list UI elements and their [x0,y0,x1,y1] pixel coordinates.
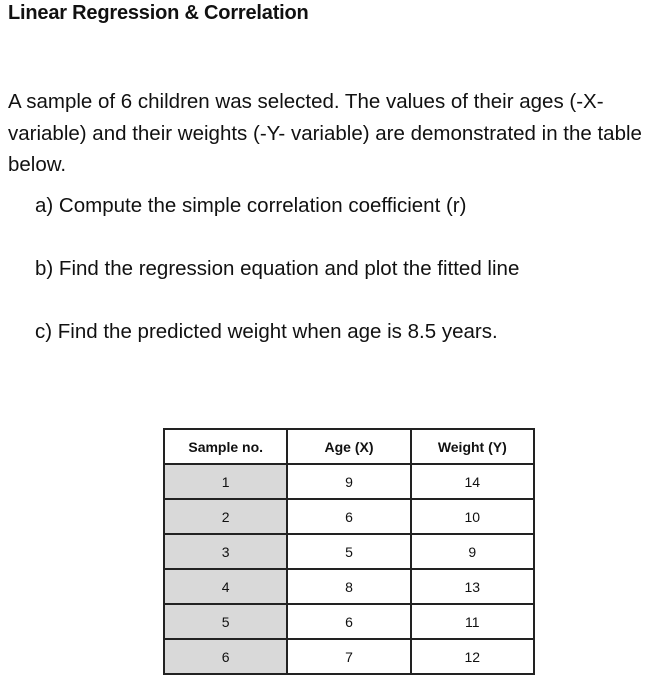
cell-age: 8 [287,569,410,604]
cell-sample-no: 3 [164,534,287,569]
question-b: b) Find the regression equation and plot the fitted line [35,257,520,280]
cell-age: 7 [287,639,410,674]
cell-age: 6 [287,499,410,534]
table-row [164,464,534,499]
intro-paragraph: A sample of 6 children was selected. The values of their ages (-X-variable) and their weights (-Y- variable) are demonstrated in the table below. [8,90,642,176]
question-a: a) Compute the simple correlation coefficient (r) [35,194,467,217]
question-c: c) Find the predicted weight when age is 8.5 years. [35,320,498,343]
cell-weight: 13 [411,569,534,604]
header-weight: Weight (Y) [411,429,534,464]
cell-weight: 14 [411,464,534,499]
table-row [164,534,534,569]
data-table [163,428,535,675]
cell-weight: 9 [411,534,534,569]
cell-sample-no: 5 [164,604,287,639]
cell-age: 5 [287,534,410,569]
cell-sample-no: 1 [164,464,287,499]
cell-sample-no: 6 [164,639,287,674]
table-row [164,639,534,674]
table-row [164,604,534,639]
cell-weight: 12 [411,639,534,674]
cell-weight: 10 [411,499,534,534]
header-sample-no: Sample no. [164,429,287,464]
header-age: Age (X) [287,429,410,464]
page-title: Linear Regression & Correlation [8,2,309,24]
cell-sample-no: 4 [164,569,287,604]
question-list [35,192,519,381]
cell-age: 6 [287,604,410,639]
table-row [164,499,534,534]
cell-age: 9 [287,464,410,499]
cell-weight: 11 [411,604,534,639]
table-header-row [164,429,534,464]
cell-sample-no: 2 [164,499,287,534]
table-row [164,569,534,604]
